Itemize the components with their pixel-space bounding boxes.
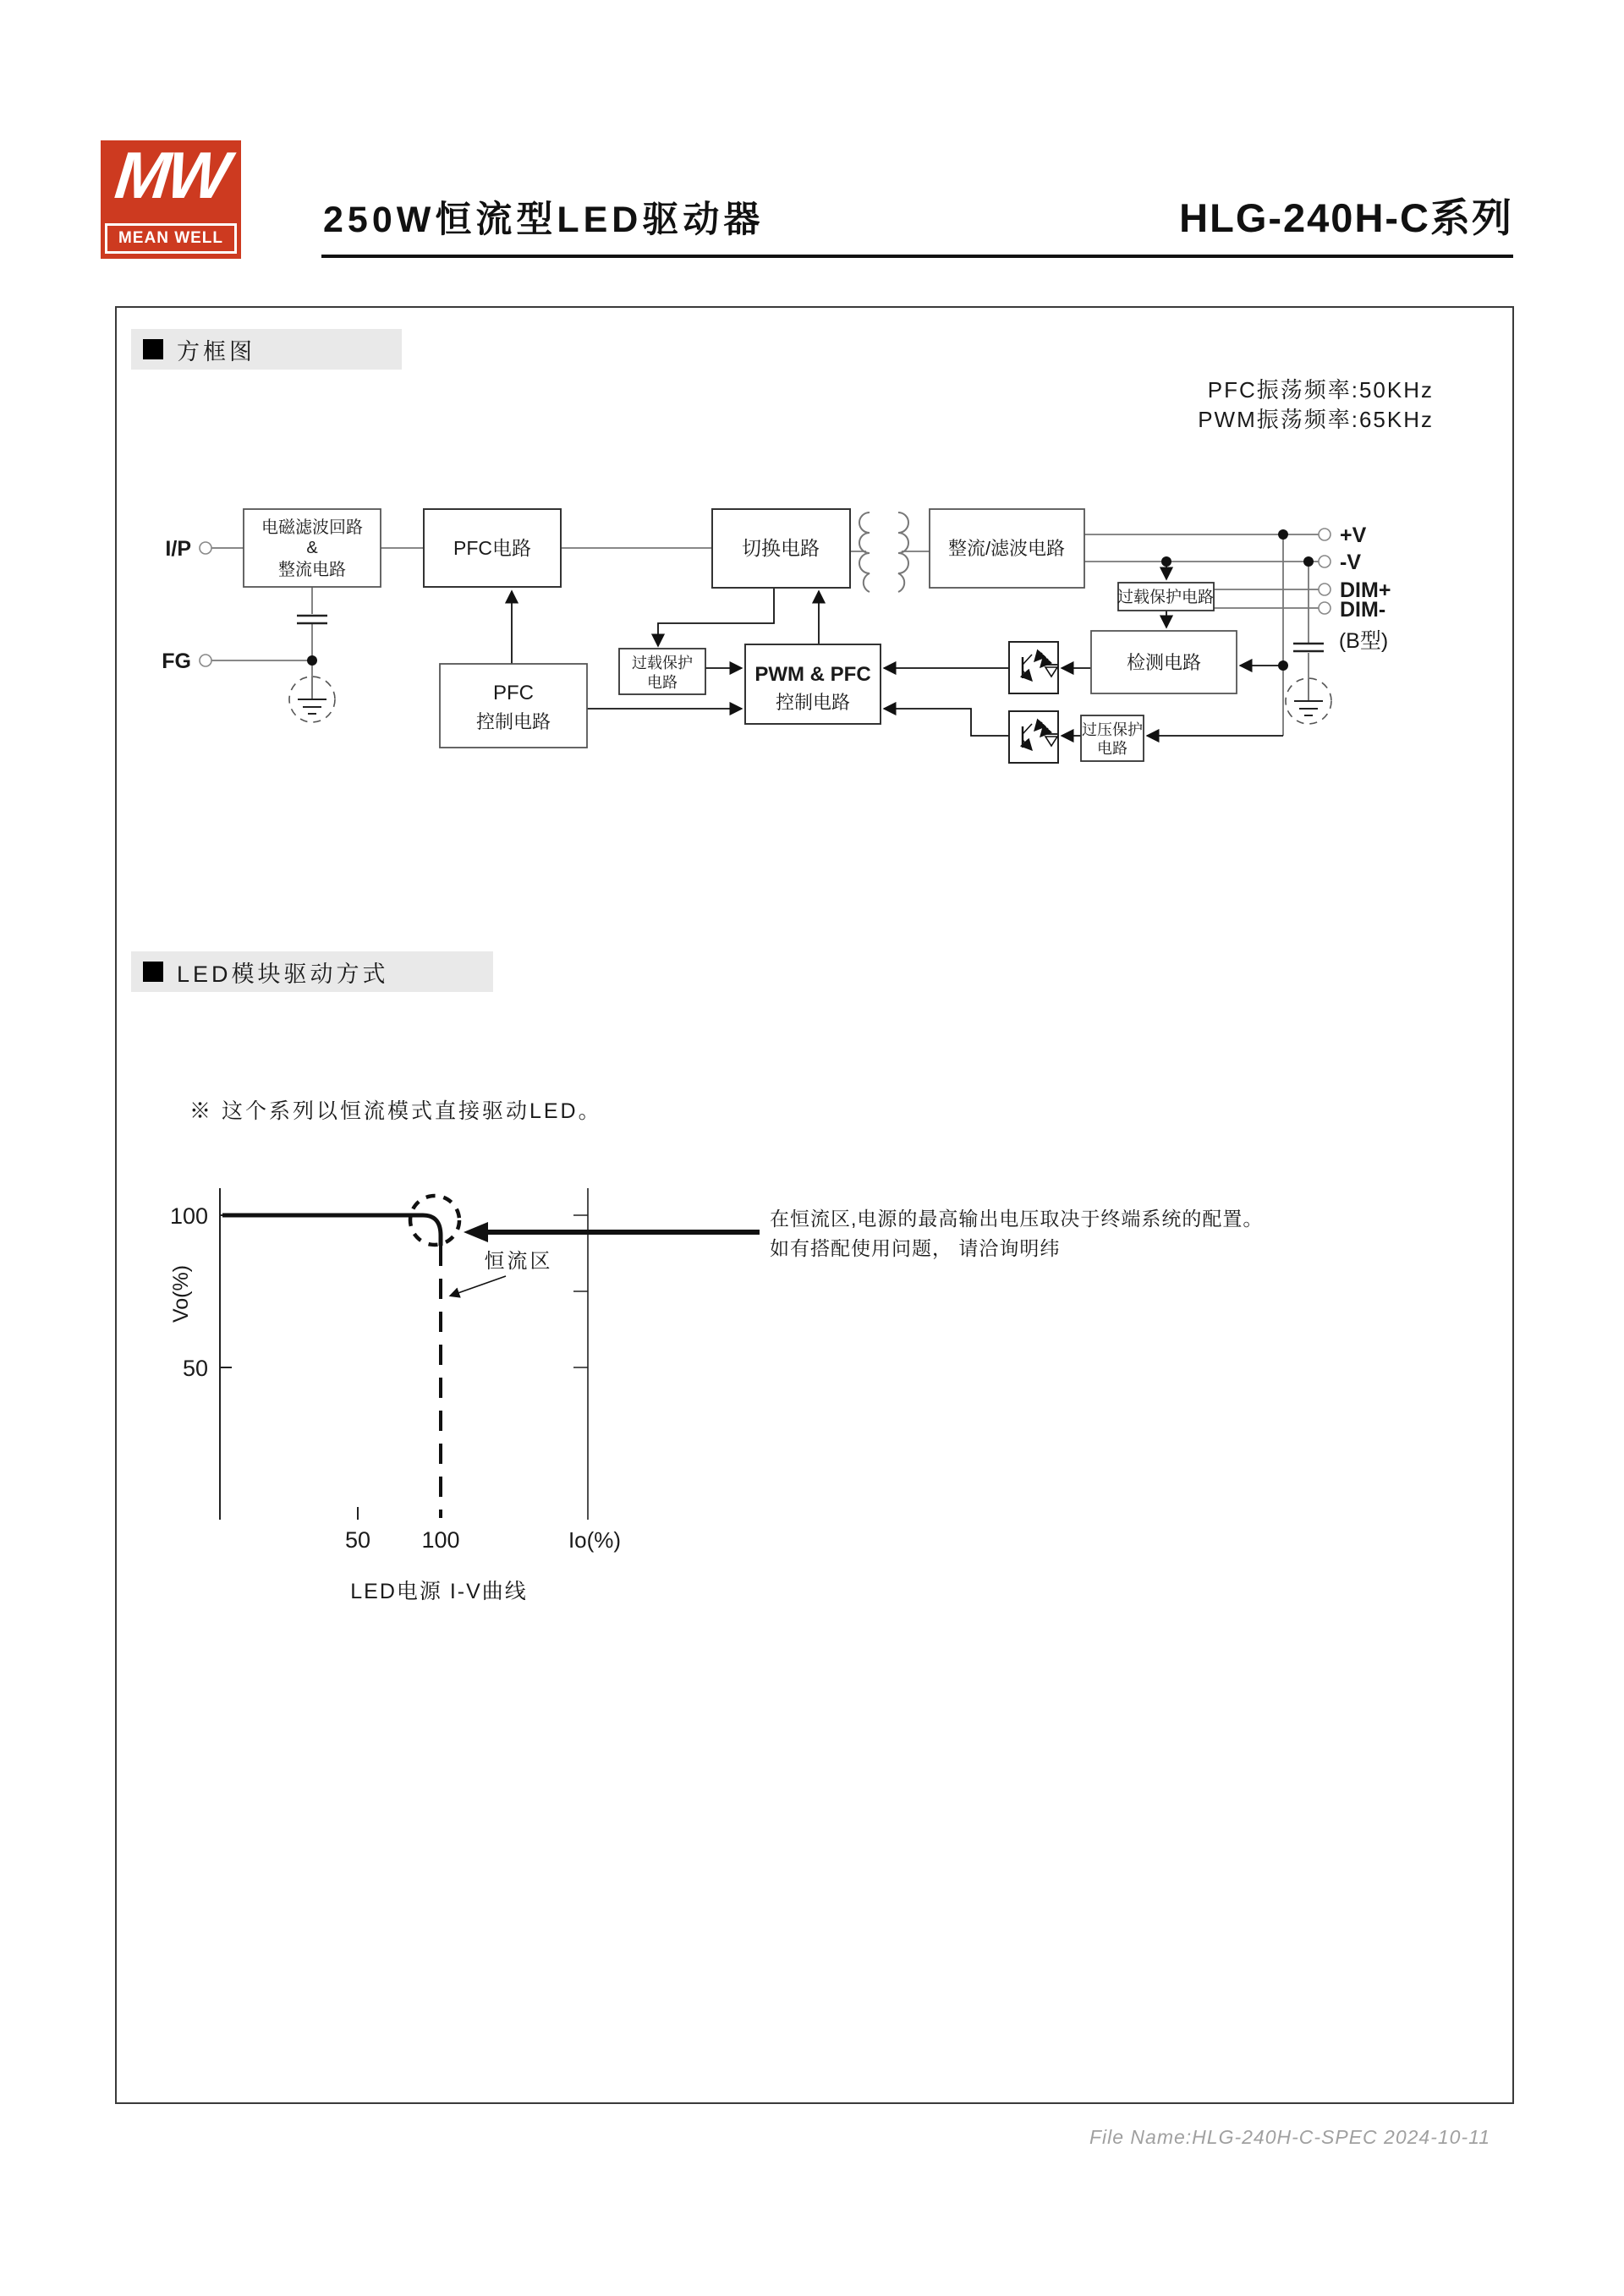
- optocoupler-icon-bottom: [1009, 711, 1058, 763]
- terminal-dim-minus: [1319, 602, 1330, 614]
- transformer-symbol: [859, 512, 908, 592]
- block-rectifier-filter: [930, 509, 1084, 588]
- pfc-frequency: PFC振荡频率:50KHz: [1207, 377, 1434, 403]
- svg-text:整流/滤波电路: 整流/滤波电路: [947, 538, 1066, 559]
- block-detection-circuit: [1091, 631, 1237, 693]
- iv-curve-chart: [115, 1175, 1512, 1615]
- chart-axes: [220, 1188, 588, 1520]
- label-b-type: (B型): [1338, 629, 1389, 653]
- page-title: 250W恒流型LED驱动器: [323, 200, 765, 240]
- svg-text:过载保护: 过载保护: [632, 655, 693, 671]
- pointer-arrow-head-icon: [464, 1222, 488, 1242]
- terminal-v-minus: [1319, 556, 1330, 567]
- label-ip: I/P: [165, 537, 191, 561]
- y-capacitor-left: [297, 616, 327, 623]
- svg-text:过压保护: 过压保护: [1082, 721, 1143, 738]
- block-pfc-control: [440, 664, 587, 748]
- mean-well-logo: [101, 140, 241, 259]
- svg-text:电路: 电路: [647, 674, 678, 691]
- region-label: 恒流区: [484, 1250, 553, 1273]
- block-pfc-circuit: [424, 509, 561, 587]
- svg-text:电路: 电路: [1097, 740, 1127, 757]
- mw-logo-glyph: MW: [112, 138, 230, 212]
- svg-text:检测电路: 检测电路: [1126, 652, 1202, 673]
- earth-ground-symbol-right: [1286, 678, 1331, 724]
- block-ovp-circuit: [1081, 715, 1144, 761]
- x-axis-label: Io(%): [568, 1527, 622, 1553]
- svg-text:电磁滤波回路: 电磁滤波回路: [261, 518, 363, 537]
- svg-text:控制电路: 控制电路: [475, 711, 551, 732]
- mean-well-wordmark: MEAN WELL: [105, 223, 237, 254]
- label-fg: FG: [162, 649, 191, 673]
- label-v-minus: -V: [1340, 551, 1361, 574]
- block-pwm-pfc-control: [745, 644, 881, 724]
- black-square-bullet-icon: [143, 339, 163, 359]
- y-axis-label: Vo(%): [169, 1264, 193, 1323]
- capacitor-right: [1293, 644, 1324, 651]
- black-square-bullet-icon: [143, 962, 163, 982]
- region-annotation-arrow: [451, 1276, 506, 1296]
- block-diagram: [115, 474, 1512, 812]
- section-title: LED模块驱动方式: [177, 961, 389, 987]
- series-title: HLG-240H-C系列: [1179, 195, 1513, 240]
- label-dim-minus: DIM-: [1340, 598, 1386, 622]
- oscillation-frequency-note: [1142, 375, 1434, 435]
- optocoupler-icon-top: [1009, 642, 1058, 693]
- description-line-1: 在恒流区,电源的最高输出电压取决于终端系统的配置。: [770, 1208, 1264, 1230]
- y-tick-100: 100: [169, 1203, 208, 1229]
- terminal-dim-plus: [1319, 584, 1330, 595]
- x-tick-100: 100: [421, 1527, 460, 1553]
- label-v-plus: +V: [1340, 523, 1367, 547]
- block-overload-protection-right: [1117, 583, 1214, 611]
- svg-text:整流电路: 整流电路: [278, 561, 346, 579]
- earth-ground-symbol-left: [289, 677, 335, 722]
- y-tick-50: 50: [182, 1356, 208, 1381]
- svg-text:过载保护电路: 过载保护电路: [1116, 589, 1215, 606]
- terminal-ip: [200, 542, 211, 554]
- description-line-2: 如有搭配使用问题， 请洽询明纬: [770, 1237, 1061, 1259]
- title-underline: [321, 255, 1513, 258]
- svg-text:PFC: PFC: [493, 682, 534, 704]
- section-header-block-diagram: [131, 329, 402, 370]
- section-title: 方框图: [177, 338, 255, 364]
- block-switching-circuit: [712, 509, 850, 588]
- section-header-led-drive: [131, 951, 493, 992]
- svg-text:&: &: [306, 539, 318, 557]
- iv-curve-solid-segment: [222, 1215, 441, 1246]
- file-name-footer: File Name:HLG-240H-C-SPEC 2024-10-11: [1089, 2126, 1490, 2148]
- block-overload-protection-left: [619, 649, 705, 694]
- svg-text:控制电路: 控制电路: [775, 692, 851, 713]
- svg-text:切换电路: 切换电路: [742, 537, 820, 559]
- label-dim-plus: DIM+: [1340, 578, 1391, 602]
- x-tick-50: 50: [344, 1527, 371, 1553]
- terminal-v-plus: [1319, 529, 1330, 540]
- block-emi-filter: [244, 509, 381, 587]
- pwm-frequency: PWM振荡频率:65KHz: [1198, 407, 1434, 432]
- chart-caption: LED电源 I-V曲线: [350, 1580, 528, 1603]
- terminal-fg: [200, 655, 211, 666]
- svg-text:PWM & PFC: PWM & PFC: [754, 663, 871, 686]
- svg-text:PFC电路: PFC电路: [453, 537, 531, 559]
- constant-current-note: ※ 这个系列以恒流模式直接驱动LED。: [189, 1099, 602, 1123]
